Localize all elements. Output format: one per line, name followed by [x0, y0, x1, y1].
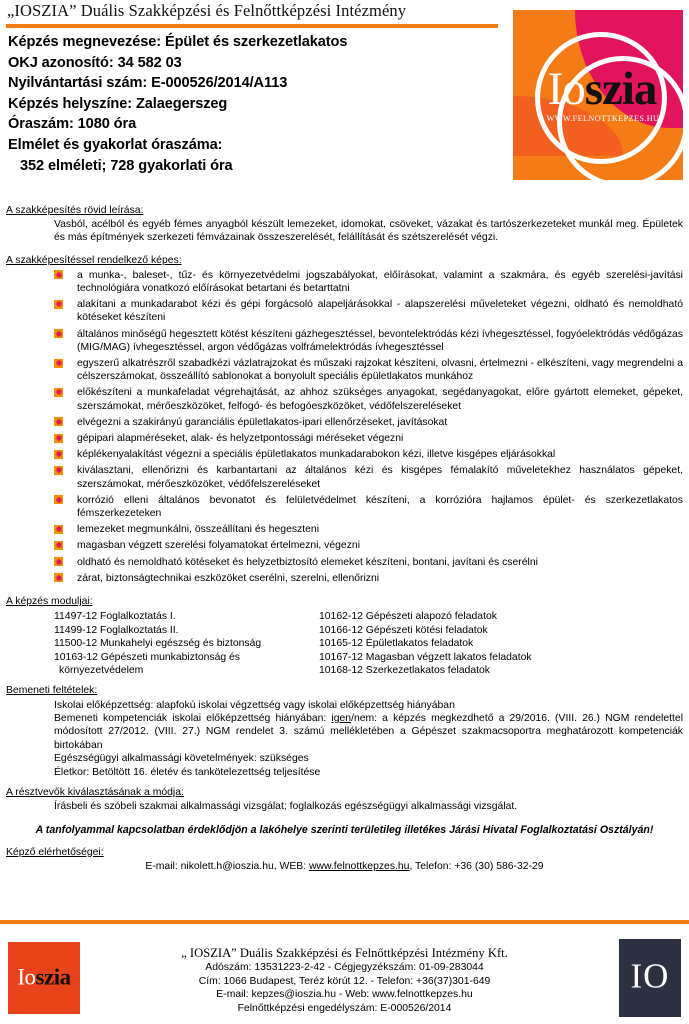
logo-letter-o: o	[562, 63, 585, 115]
module-item: 10166-12 Gépészeti kötési feladatok	[319, 624, 488, 636]
list-item-text: előkészíteni a munkafeladat végrehajtását, az ahhoz szükséges anyagokat, segédanyagokat, előre gyártott elemeket, gépeket, szerszámokat, mérőeszközöket, felfogó- és befogóeszközöket, védőfelszereléseket	[77, 387, 683, 412]
logo-wordmark	[527, 63, 677, 115]
entry-competences-yes: igen	[331, 712, 352, 724]
field-registration-number: Nyilvántartási szám: E-000526/2014/A113	[8, 75, 288, 92]
field-theory-practice-value: 352 elméleti; 728 gyakorlati óra	[20, 157, 233, 174]
bullet-square-icon	[54, 541, 63, 550]
list-item	[54, 432, 683, 445]
spacer	[6, 247, 683, 254]
bullet-square-icon	[54, 557, 63, 566]
logo-url-text: WWW.FELNOTTKEPZES.HU	[546, 114, 660, 123]
module-item-continuation: környezetvédelem	[59, 664, 144, 676]
spacer	[6, 588, 683, 595]
training-summary-fields	[8, 32, 488, 176]
header-accent-rule	[6, 24, 498, 28]
list-item	[54, 448, 683, 461]
bullet-square-icon	[54, 270, 63, 279]
entry-age-requirement: Életkor: Betöltött 16. életév és tankötelezettség teljesítése	[54, 766, 321, 778]
module-item: 10165-12 Épületlakatos feladatok	[319, 638, 474, 650]
list-item	[54, 328, 683, 354]
list-item	[54, 357, 683, 383]
footer-logo-letters-szia: szia	[35, 964, 71, 990]
footer-logo-wordmark	[8, 964, 80, 990]
field-location: Képzés helyszíne: Zalaegerszeg	[8, 95, 228, 112]
logo-letter-i: I	[547, 63, 563, 115]
document-body	[6, 204, 683, 873]
module-item: 11499-12 Foglalkoztatás II.	[54, 624, 179, 636]
list-item-text: lemezeket megmunkálni, összeállítani és hegeszteni	[77, 524, 319, 536]
heading-selection-method: A résztvevők kiválasztásának a módja:	[6, 786, 184, 798]
heading-description: A szakképesítés rövid leírása:	[6, 205, 144, 216]
field-total-hours: Óraszám: 1080 óra	[8, 116, 137, 133]
bullet-square-icon	[54, 359, 63, 368]
module-item: 10163-12 Gépészeti munkabiztonság és	[54, 651, 240, 663]
module-item: 10168-12 Szerkezetlakatos feladatok	[319, 664, 490, 676]
bullet-square-icon	[54, 466, 63, 475]
list-item	[54, 523, 683, 536]
module-item: 10167-12 Magasban végzett lakatos feladatok	[319, 651, 532, 663]
entry-competences-pre: Bemeneti kompetenciák iskolai előképzettség hiányában:	[54, 712, 332, 724]
list-item	[54, 386, 683, 412]
field-course-name: Képzés megnevezése: Épület és szerkezetlakatos	[8, 34, 348, 50]
spacer	[6, 779, 683, 786]
document-header	[6, 0, 683, 190]
competences-list	[6, 269, 683, 585]
footer-license-number: Felnőttképzési engedélyszám: E-000526/2014	[237, 1002, 452, 1014]
entry-health-requirements: Egészségügyi alkalmassági követelmények: szükséges	[54, 753, 309, 765]
list-item	[54, 556, 683, 569]
list-item-text: magasban végzett szerelési folyamatokat értelmezni, végezni	[77, 540, 360, 552]
bullet-square-icon	[54, 417, 63, 426]
footer-company-details	[100, 945, 589, 1015]
field-theory-practice-label: Elmélet és gyakorlat óraszáma:	[8, 136, 223, 153]
entry-prior-education: Iskolai előképzettség: alapfokú iskolai végzettség vagy iskolai előképzettség hiányában	[54, 699, 455, 711]
ioszia-logo	[513, 10, 683, 180]
list-item	[54, 539, 683, 552]
entry-competences-note	[54, 712, 683, 752]
list-item-text: egyszerű alkatrészről szabadkézi vázlatrajzokat és műszaki rajzokat készíteni, olvasni, értelmezni - elkészíteni, vagy megrendelni a célszerszámokat, összeállító sablonokat a bonyolult speciális épületlakatos munkához	[77, 358, 683, 383]
footer-io-wordmark: IO	[630, 956, 670, 996]
heading-contact: Képző elérhetőségei:	[6, 846, 104, 858]
modules-column-right	[319, 610, 649, 677]
bullet-square-icon	[54, 525, 63, 534]
footer-logo-letter-o: o	[24, 964, 36, 990]
contact-line	[6, 860, 683, 873]
list-item-text: képlékenyalakítást végezni a speciális épületlakatos munkadarabokon kézi, illetve kisgépes eljárásokkal	[77, 449, 556, 461]
list-item-text: zárat, biztonságtechnikai eszközöket cserélni, szerelni, ellenőrizni	[77, 572, 380, 584]
list-item	[54, 572, 683, 585]
footer-company-name: „ IOSZIA” Duális Szakképzési és Felnőttképzési Intézmény Kft.	[181, 946, 508, 960]
bullet-square-icon	[54, 434, 63, 443]
bullet-square-icon	[54, 573, 63, 582]
footer-accent-rule	[0, 920, 689, 924]
contact-web-link[interactable]: www.felnottkepzes.hu	[308, 860, 410, 872]
spacer	[6, 677, 683, 684]
logo-letters-szia: szia	[584, 63, 657, 115]
footer-logo-letter-i: I	[17, 964, 25, 990]
selection-method-text: Írásbeli és szóbeli szakmai alkalmassági vizsgálat; foglalkozás egészségügyi alkalmassági vizsgálat.	[54, 801, 518, 813]
entry-competences-post: /nem: a képzés megkezdhető a 29/2016. (VIII. 26.) NGM rendelettel módosított 27/2012. (VIII. 27.) NGM rendelet 3. számú mellékletében a Gépészet szakmacsoportra meghatározott kompetenciák birtokában	[54, 712, 684, 751]
list-item-text: korrózió elleni általános bevonatot és felületvédelmet készíteni, a korrózióra hajlamos épület- és szerkezetlakatos fémszerkezeteken	[77, 494, 683, 520]
list-item-text: általános minőségű hegesztett kötést készíteni gázhegesztéssel, bevontelektródás kézi ívhegesztéssel, fogyóelektródás védőgázas (MIG/MAG) ívhegesztéssel, argon védőgázas volfrámelektródás ívhegesztéssel	[77, 328, 683, 353]
bullet-square-icon	[54, 388, 63, 397]
list-item	[54, 464, 683, 490]
callout-notice: A tanfolyammal kapcsolatban érdeklődjön a lakóhelye szerinti területileg illetékes Járási Hivatal Foglalkoztatási Osztályán!	[35, 823, 654, 836]
list-item-text: a munka-, baleset-, tűz- és környezetvédelmi jogszabályokat, előírásokat, valamint a szakmára, és egyéb szerelési-javítási technológiára vonatkozó előírásokat betartani és betarttatni	[77, 269, 683, 295]
field-okj-id: OKJ azonosító: 34 582 03	[8, 54, 182, 71]
modules-columns	[54, 610, 683, 677]
heading-competences: A szakképesítéssel rendelkező képes:	[6, 254, 182, 266]
list-item-text: kiválasztani, ellenőrizni és karbantartani az általános kézi és kisgépes fémalakító műveletekhez használatos gépeket, szerszámokat, mérőeszközöket, védőfelszereléseket	[77, 465, 683, 490]
list-item-text: alakítani a munkadarabot kézi és gépi forgácsoló alapeljárásokkal - alapszerelési műveleteket végezni, oldható és nemoldható kötéseket készíteni	[77, 299, 683, 324]
header-title: „IOSZIA” Duális Szakképzési és Felnőttképzési Intézmény	[7, 1, 407, 20]
bullet-square-icon	[54, 495, 63, 504]
heading-entry-requirements: Bemeneti feltételek:	[6, 685, 98, 697]
footer-tax-number: Adószám: 13531223-2-42 - Cégjegyzékszám: 01-09-283044	[205, 962, 484, 973]
description-paragraph: Vasból, acélból és egyéb fémes anyagból készült lemezeket, idomokat, csöveket, vázakat és tartószerkezeteket munkál meg. Épületek és más építmények szerkezeti fémvázainak összeszerelését, felállítását és szétszerelését végzi.	[54, 219, 683, 244]
bullet-square-icon	[54, 329, 63, 338]
list-item	[54, 298, 683, 324]
module-item: 11500-12 Munkahelyi egészség és biztonság	[54, 638, 262, 650]
contact-phone-text: , Telefon: +36 (30) 586-32-29	[409, 860, 544, 872]
footer-email-web: E-mail: kepzes@ioszia.hu - Web: www.felnottkepzes.hu	[216, 989, 473, 1001]
list-item	[54, 269, 683, 295]
module-item: 11497-12 Foglalkoztatás I.	[54, 611, 176, 623]
modules-column-left	[54, 610, 319, 677]
list-item	[54, 416, 683, 429]
bullet-square-icon	[54, 450, 63, 459]
footer-io-logo	[619, 939, 681, 1017]
list-item-text: oldható és nemoldható kötéseket és helyzetbiztosító elemeket készíteni, bontani, javítani és cserélni	[77, 556, 538, 568]
list-item-text: gépipari alapméréseket, alak- és helyzetpontossági méréseket végezni	[77, 433, 404, 445]
bullet-square-icon	[54, 300, 63, 309]
document-footer	[0, 935, 689, 1024]
module-item: 10162-12 Gépészeti alapozó feladatok	[319, 611, 497, 623]
list-item-text: elvégezni a szakirányú garanciális épületlakatos-ipari ellenőrzéseket, javításokat	[77, 416, 448, 428]
list-item	[54, 494, 683, 520]
heading-modules: A képzés moduljai:	[6, 596, 93, 608]
footer-address: Cím: 1066 Budapest, Teréz körút 12. - Telefon: +36(37)301-649	[198, 975, 491, 987]
footer-ioszia-logo	[8, 942, 80, 1014]
contact-email-text: E-mail: nikolett.h@ioszia.hu, WEB:	[145, 860, 309, 872]
